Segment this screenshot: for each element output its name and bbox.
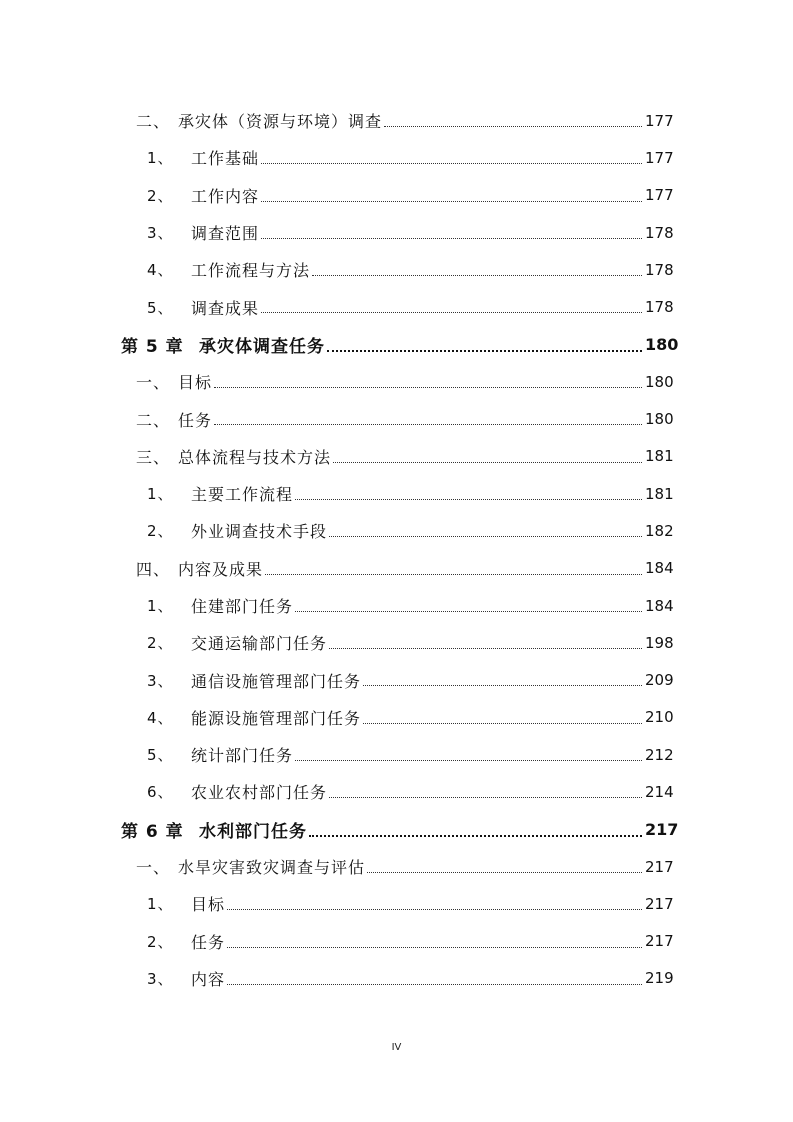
toc-entry-number: 1、 [147, 149, 174, 168]
toc-item-entry[interactable] [0, 773, 793, 810]
toc-entry-title: 住建部门任务 [191, 597, 294, 616]
toc-section-entry[interactable] [0, 102, 793, 139]
toc-entry-label [147, 892, 225, 915]
toc-item-entry[interactable] [0, 251, 793, 288]
toc-page-number: 177 [645, 111, 674, 130]
toc-dot-leader [227, 984, 642, 985]
toc-item-entry[interactable] [0, 624, 793, 661]
toc-chapter-entry[interactable] [0, 326, 793, 363]
toc-section-entry[interactable] [0, 363, 793, 400]
toc-entry-number: 6、 [147, 783, 174, 802]
toc-entry-number: 5、 [147, 298, 174, 317]
toc-entry-title: 能源设施管理部门任务 [191, 708, 362, 728]
toc-item-entry[interactable] [0, 512, 793, 549]
toc-entry-title: 工作内容 [191, 186, 260, 206]
toc-entry-number: 1、 [147, 895, 174, 914]
toc-dot-leader [327, 350, 642, 352]
toc-page-number: 198 [645, 633, 674, 652]
toc-entry-label [147, 184, 259, 207]
toc-entry-title: 通信设施管理部门任务 [191, 671, 362, 691]
toc-chapter-entry[interactable] [0, 811, 793, 848]
page-number: IV [391, 1042, 402, 1053]
toc-entry-label [147, 669, 361, 692]
toc-entry-number: 四、 [136, 559, 171, 579]
toc-entry-title: 任务 [191, 932, 226, 952]
toc-page-number: 178 [645, 260, 674, 279]
toc-entry-label [121, 817, 307, 842]
toc-entry-title: 承灾体调查任务 [199, 336, 325, 357]
toc-entry-label [136, 855, 365, 878]
toc-section-entry[interactable] [0, 550, 793, 587]
toc-page-number: 181 [645, 484, 674, 503]
toc-dot-leader [312, 275, 642, 276]
toc-item-entry[interactable] [0, 475, 793, 512]
toc-dot-leader [227, 909, 642, 910]
toc-page-number: 182 [645, 521, 674, 540]
toc-section-entry[interactable] [0, 400, 793, 437]
toc-entry-number: 一、 [136, 373, 171, 393]
toc-page-number: 217 [645, 894, 674, 913]
toc-page-number: 184 [645, 559, 674, 578]
toc-entry-label [147, 743, 293, 766]
toc-item-entry[interactable] [0, 885, 793, 922]
toc-section-entry[interactable] [0, 848, 793, 885]
toc-entry-title: 调查范围 [191, 224, 260, 244]
toc-entry-number: 2、 [147, 932, 174, 951]
toc-page-number: 217 [645, 932, 674, 951]
toc-entry-label [147, 221, 259, 244]
toc-entry-label [147, 631, 327, 654]
toc-entry-title: 内容及成果 [178, 559, 264, 579]
toc-dot-leader [214, 424, 642, 425]
toc-entry-title: 水利部门任务 [199, 821, 307, 842]
toc-entry-number: 第 5 章 [121, 336, 184, 357]
toc-entry-number: 3、 [147, 671, 174, 690]
toc-dot-leader [363, 723, 642, 724]
toc-page-number: 180 [645, 372, 674, 391]
toc-entry-label [147, 482, 293, 505]
toc-dot-leader [261, 201, 642, 202]
toc-page-number: 217 [645, 819, 679, 839]
toc-section-entry[interactable] [0, 438, 793, 475]
toc-entry-title: 外业调查技术手段 [191, 522, 328, 542]
toc-entry-label [136, 109, 382, 132]
toc-page-number: 177 [645, 186, 674, 205]
toc-entry-title: 水旱灾害致灾调查与评估 [178, 858, 366, 878]
toc-entry-number: 三、 [136, 447, 171, 467]
toc-dot-leader [329, 648, 642, 649]
toc-entry-title: 交通运输部门任务 [191, 634, 328, 654]
toc-item-entry[interactable] [0, 960, 793, 997]
toc-page-number: 180 [645, 410, 674, 429]
toc-entry-label [136, 445, 331, 468]
toc-dot-leader [295, 499, 642, 500]
toc-item-entry[interactable] [0, 587, 793, 624]
toc-dot-leader [367, 872, 642, 873]
toc-entry-label [136, 370, 212, 393]
toc-item-entry[interactable] [0, 699, 793, 736]
toc-item-entry[interactable] [0, 736, 793, 773]
toc-entry-number: 一、 [136, 858, 171, 878]
toc-dot-leader [295, 760, 642, 761]
toc-entry-number: 1、 [147, 485, 174, 504]
toc-dot-leader [329, 797, 642, 798]
toc-dot-leader [265, 574, 642, 575]
toc-entry-title: 目标 [191, 895, 226, 915]
toc-entry-number: 4、 [147, 261, 174, 280]
toc-entry-label [136, 408, 212, 431]
toc-entry-title: 目标 [178, 373, 213, 393]
toc-dot-leader [261, 163, 642, 164]
toc-entry-label [147, 146, 259, 169]
toc-entry-number: 1、 [147, 597, 174, 615]
toc-entry-label [136, 557, 263, 580]
toc-page-number: 184 [645, 596, 674, 615]
toc-item-entry[interactable] [0, 139, 793, 176]
toc-item-entry[interactable] [0, 288, 793, 325]
toc-entry-label [121, 332, 325, 357]
toc-entry-number: 2、 [147, 522, 174, 541]
toc-entry-label [147, 296, 259, 319]
toc-page-number: 181 [645, 447, 674, 466]
toc-dot-leader [329, 536, 642, 537]
toc-page-number: 210 [645, 708, 674, 727]
toc-page-number: 180 [645, 334, 679, 354]
toc-page-number: 212 [645, 745, 674, 764]
toc-entry-title: 总体流程与技术方法 [178, 447, 332, 467]
toc-entry-number: 3、 [147, 969, 174, 988]
toc-item-entry[interactable] [0, 177, 793, 214]
toc-entry-number: 3、 [147, 224, 174, 243]
toc-entry-label [147, 594, 293, 617]
toc-item-entry[interactable] [0, 661, 793, 698]
toc-dot-leader [333, 462, 642, 463]
toc-entry-title: 工作流程与方法 [191, 261, 311, 281]
toc-entry-number: 二、 [136, 410, 171, 430]
toc-dot-leader [309, 835, 642, 837]
toc-entry-label [147, 967, 225, 990]
toc-entry-title: 调查成果 [191, 298, 260, 318]
toc-page-number: 177 [645, 148, 674, 167]
toc-entry-label [147, 258, 310, 281]
toc-entry-number: 2、 [147, 186, 174, 205]
toc-entry-label [147, 519, 327, 542]
toc-dot-leader [227, 947, 642, 948]
toc-entry-number: 二、 [136, 112, 171, 132]
toc-page-number: 214 [645, 782, 674, 801]
toc-entry-title: 承灾体（资源与环境）调查 [178, 112, 383, 132]
toc-entry-number: 2、 [147, 634, 174, 653]
table-of-contents [0, 102, 793, 997]
toc-dot-leader [261, 238, 642, 239]
toc-entry-label [147, 780, 327, 803]
toc-page-number: 178 [645, 298, 674, 317]
toc-page-number: 217 [645, 857, 674, 876]
toc-entry-number: 5、 [147, 746, 174, 765]
toc-entry-title: 任务 [178, 410, 213, 430]
toc-entry-number: 第 6 章 [121, 821, 184, 842]
toc-entry-title: 统计部门任务 [191, 746, 294, 766]
toc-dot-leader [261, 312, 642, 313]
toc-dot-leader [384, 126, 642, 127]
toc-entry-label [147, 930, 225, 953]
toc-entry-label [147, 706, 361, 729]
toc-page-number: 209 [645, 671, 674, 690]
toc-page-number: 178 [645, 223, 674, 242]
toc-entry-title: 主要工作流程 [191, 485, 294, 505]
toc-entry-title: 内容 [191, 969, 226, 989]
toc-entry-number: 4、 [147, 708, 174, 727]
toc-item-entry[interactable] [0, 923, 793, 960]
toc-entry-title: 工作基础 [191, 149, 260, 169]
toc-dot-leader [214, 387, 642, 388]
toc-entry-title: 农业农村部门任务 [191, 783, 328, 803]
toc-dot-leader [363, 685, 642, 686]
toc-item-entry[interactable] [0, 214, 793, 251]
toc-page-number: 219 [645, 969, 674, 988]
toc-dot-leader [295, 611, 642, 612]
